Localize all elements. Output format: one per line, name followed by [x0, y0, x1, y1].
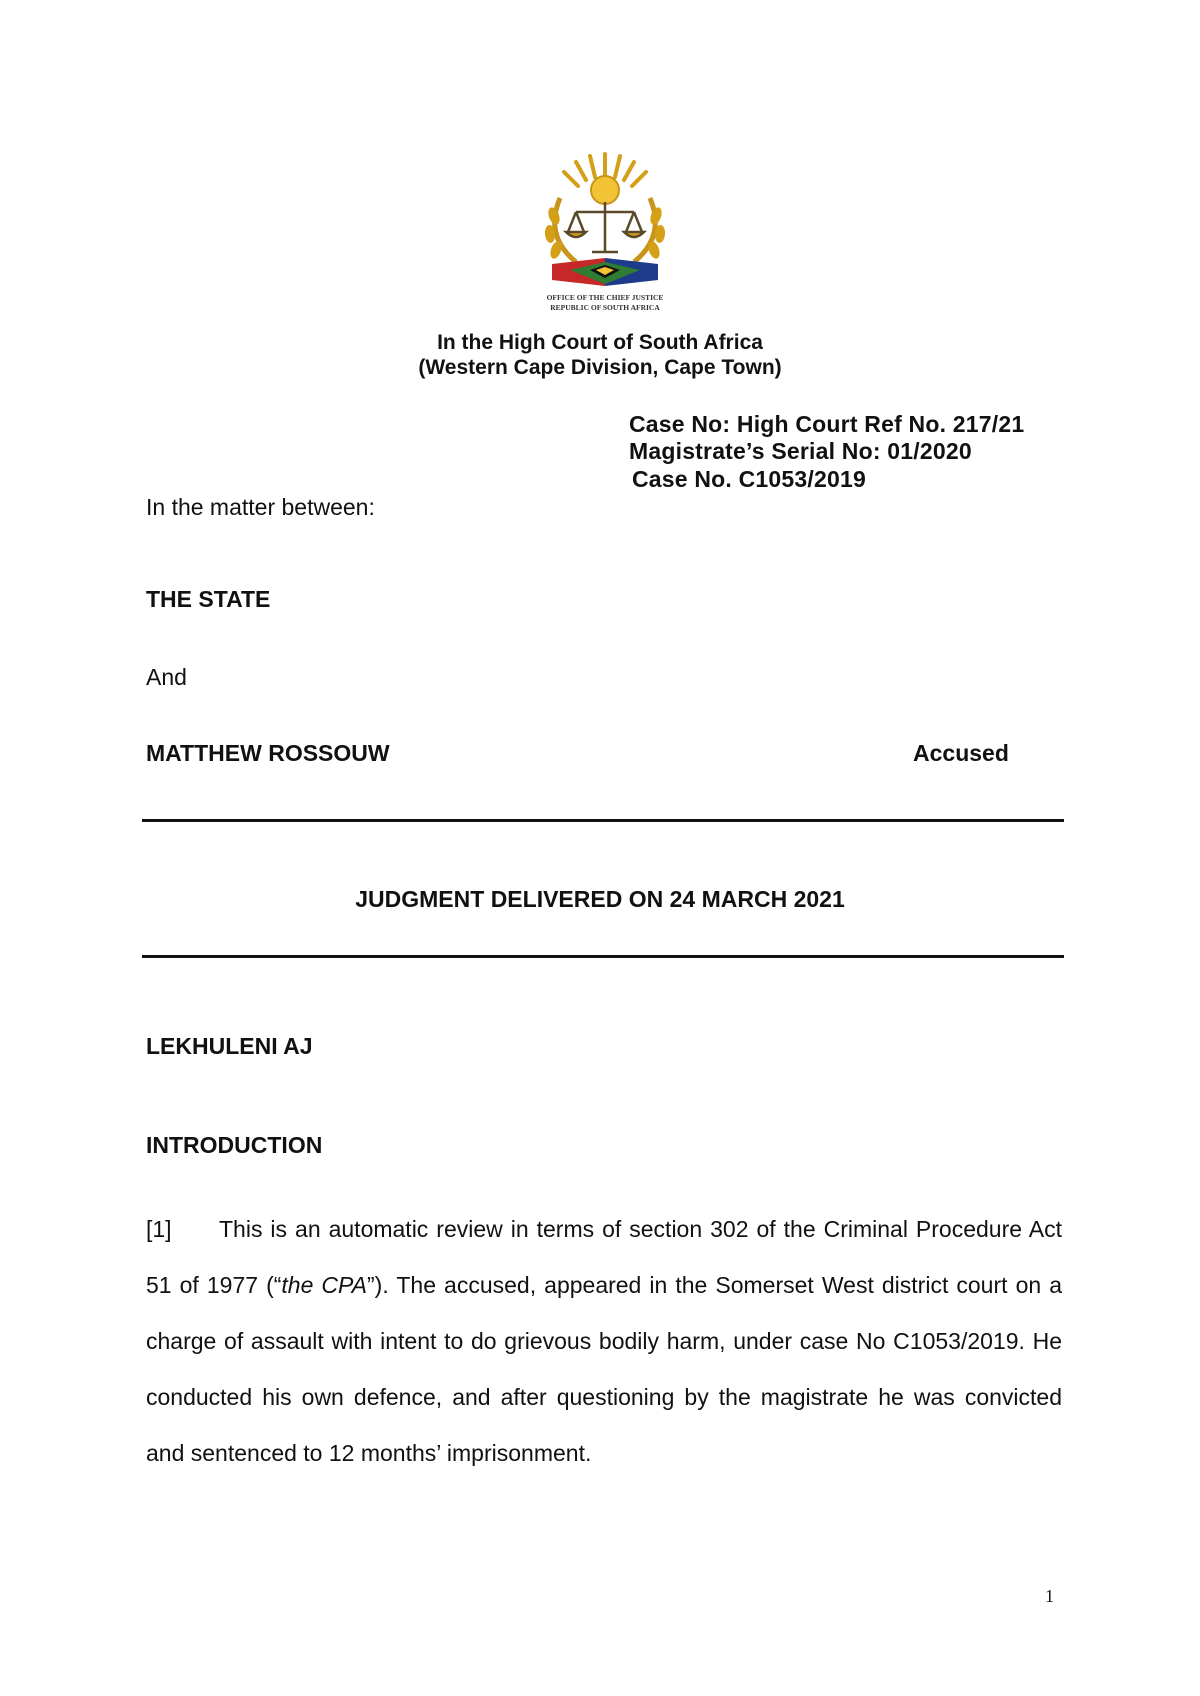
- paragraph-number: [1]: [146, 1216, 172, 1242]
- court-title: In the High Court of South Africa: [437, 331, 763, 354]
- paragraph-text-italic: the CPA: [281, 1272, 368, 1298]
- party-accused-role: Accused: [913, 740, 1009, 766]
- magistrate-serial-number: Magistrate’s Serial No: 01/2020: [629, 438, 972, 464]
- south-african-flag-icon: [552, 258, 658, 286]
- emblem-caption-line1: OFFICE OF THE CHIEF JUSTICE: [546, 293, 664, 302]
- court-division: (Western Cape Division, Cape Town): [418, 356, 782, 379]
- party-conjunction: And: [146, 664, 187, 690]
- scales-of-justice-icon: [566, 202, 644, 252]
- paragraph-1: [146, 1201, 1062, 1481]
- page-number: 1: [1045, 1586, 1054, 1606]
- case-number: Case No: High Court Ref No. 217/21: [629, 411, 1025, 437]
- section-heading-introduction: INTRODUCTION: [146, 1132, 323, 1158]
- emblem-caption-line2: REPUBLIC OF SOUTH AFRICA: [550, 303, 660, 312]
- sun-icon: [591, 176, 619, 204]
- court-emblem-logo: [530, 146, 680, 316]
- divider-top: [142, 819, 1064, 822]
- matter-between-label: In the matter between:: [146, 494, 375, 520]
- paragraph-text-part-b: ”). The accused, appeared in the Somerset West district court on a charge of assault with intent to do grievous bodily harm, under case No C1053/2019. He conducted his own defence, and after questioning by the magistrate he was convicted and sentenced to 12 months’ imprisonment.: [146, 1272, 1062, 1466]
- party-accused-name: MATTHEW ROSSOUW: [146, 740, 390, 766]
- judgment-delivered-heading: JUDGMENT DELIVERED ON 24 MARCH 2021: [355, 886, 845, 912]
- judge-name: LEKHULENI AJ: [146, 1033, 313, 1059]
- district-case-number: Case No. C1053/2019: [632, 466, 866, 492]
- divider-bottom: [142, 955, 1064, 958]
- emblem-graphic: [530, 146, 680, 316]
- party-state: THE STATE: [146, 586, 271, 612]
- paragraph-text-part-a: This is an automatic review in terms of section 302 of the Criminal Procedure Act 51 of 1977 (“: [146, 1216, 1062, 1298]
